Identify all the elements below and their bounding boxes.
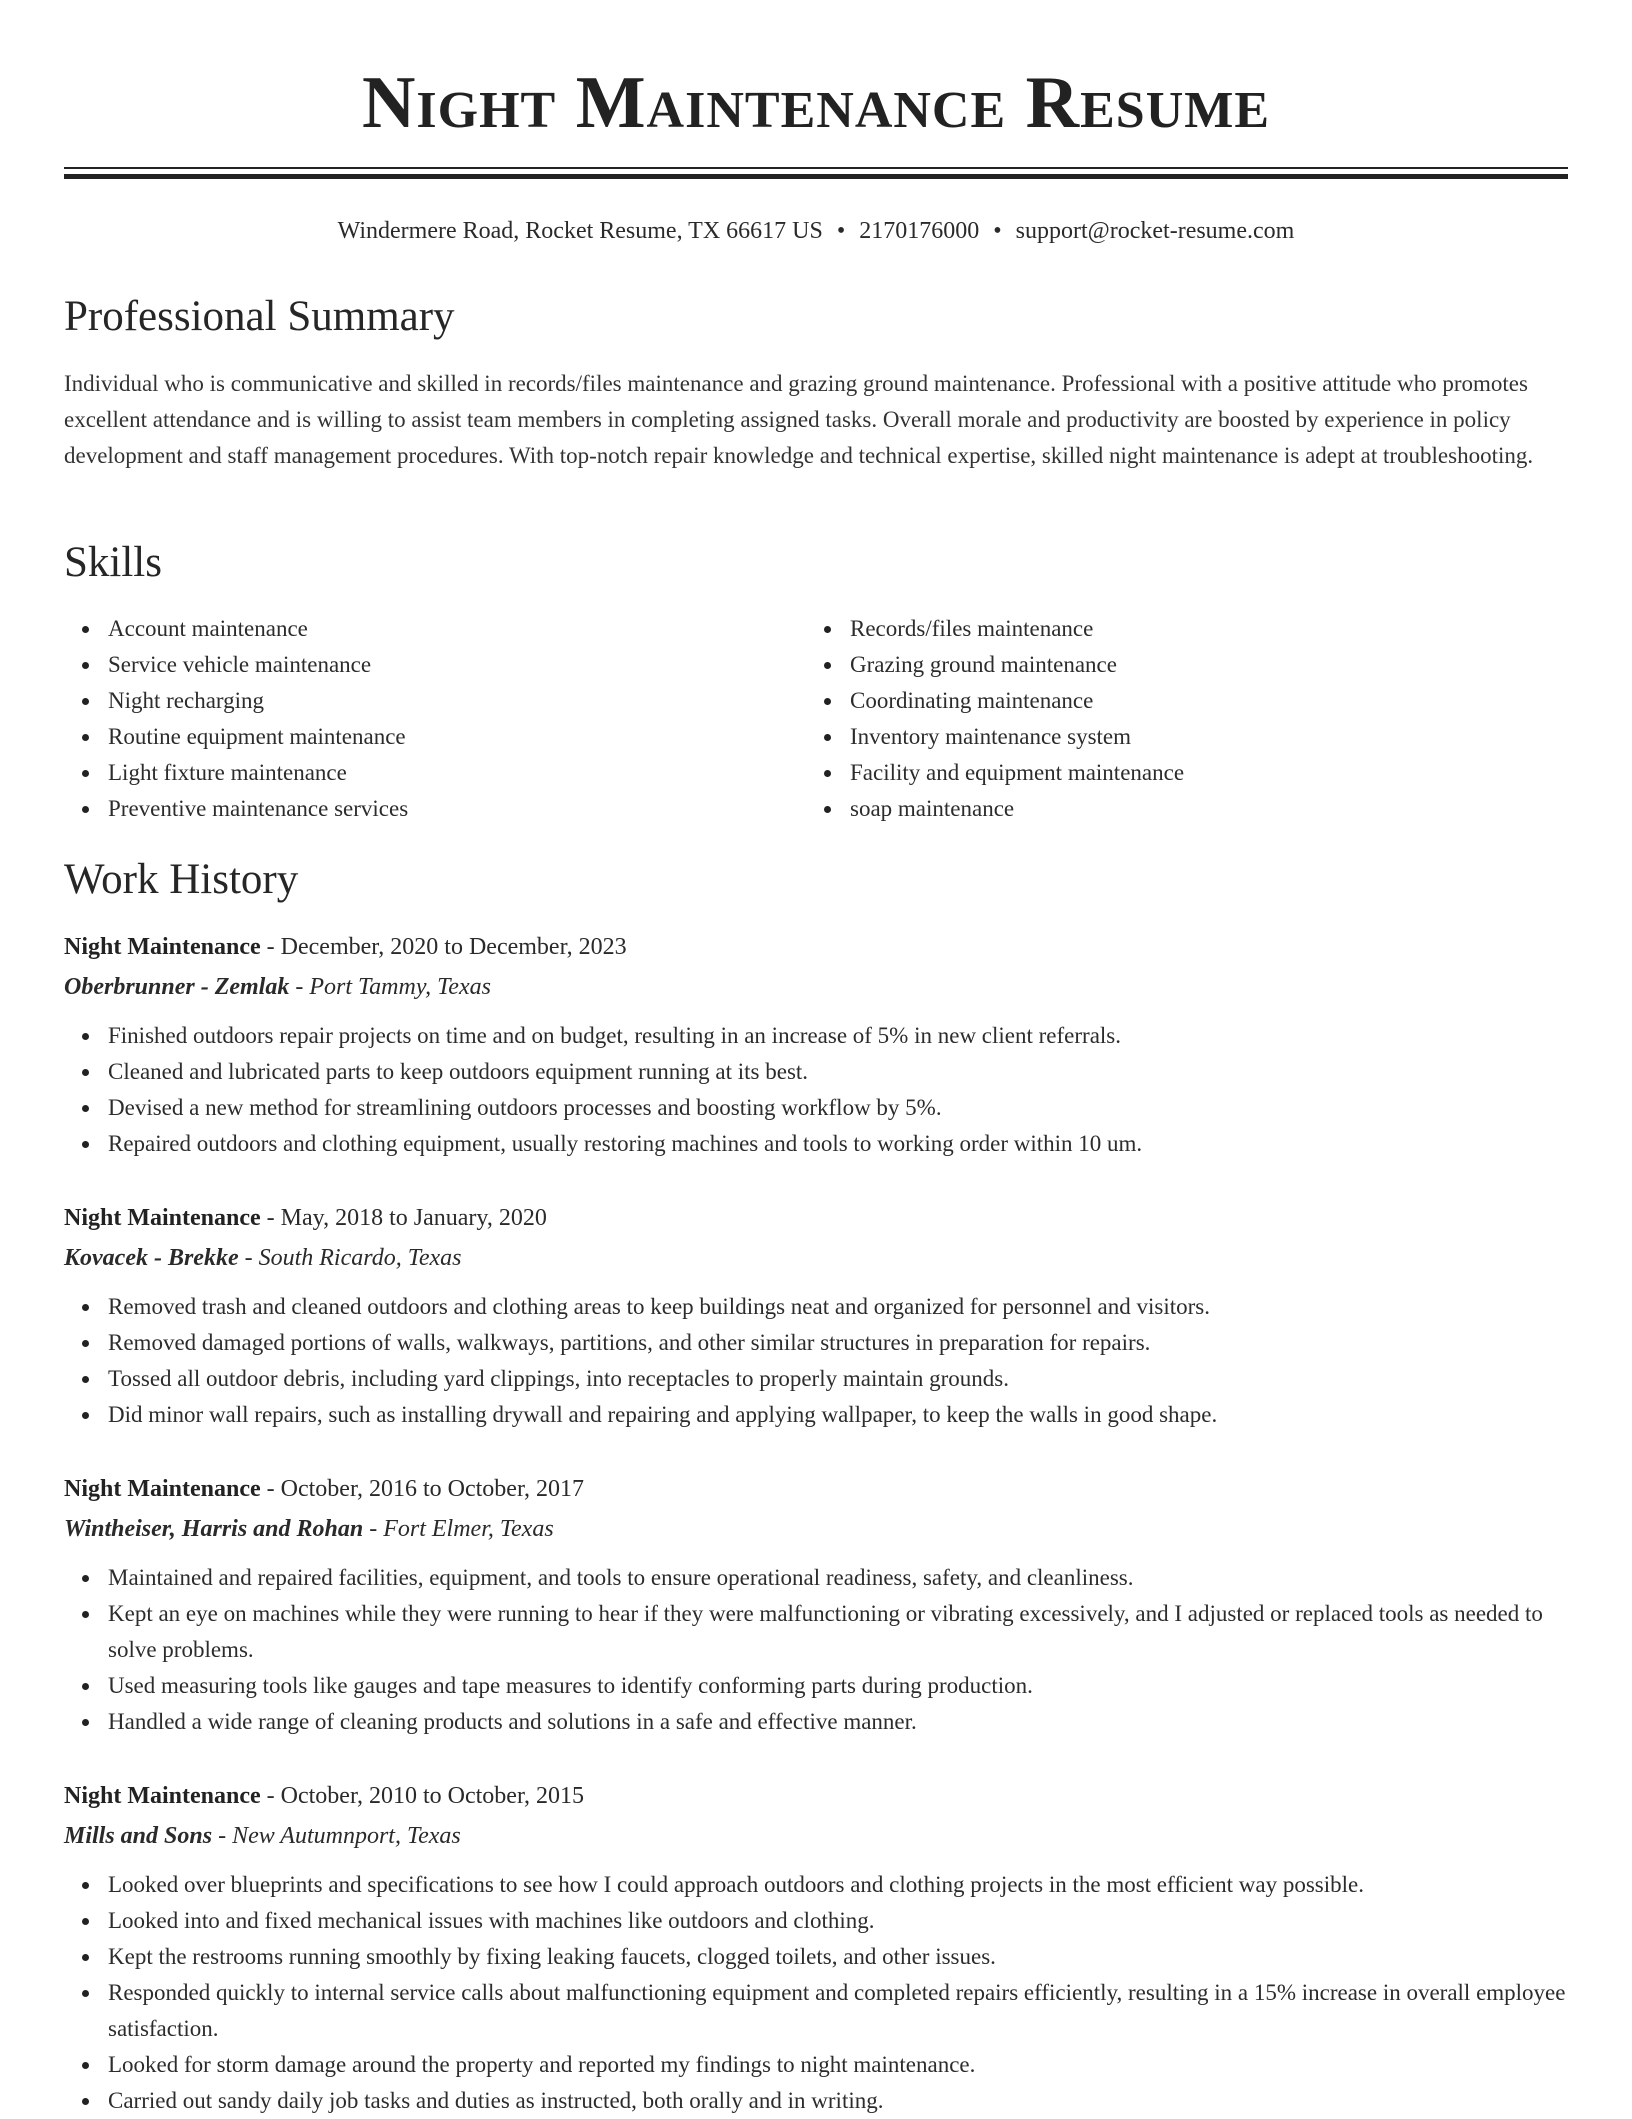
job-dates: - October, 2016 to October, 2017 bbox=[260, 1476, 584, 1502]
job-company-line bbox=[64, 1510, 1568, 1548]
title-divider-thick bbox=[64, 174, 1568, 179]
job-bullets bbox=[64, 1289, 1568, 1433]
skill-item: Account maintenance bbox=[64, 611, 408, 647]
job-location: - Port Tammy, Texas bbox=[289, 974, 491, 1000]
job-header bbox=[64, 1777, 1568, 1815]
job-header bbox=[64, 1470, 1568, 1508]
summary-text: Individual who is communicative and skilled in records/files maintenance and grazing ground maintenance. Professional with a positive attitude who promotes excellent attendance and is willing to assist team members in completing assigned tasks. Overall morale and productivity are boosted by experience in policy development and staff management procedures. With top-notch repair knowledge and technical expertise, skilled night maintenance is adept at troubleshooting. bbox=[64, 371, 1534, 468]
job-company-line bbox=[64, 1239, 1568, 1277]
summary-heading: Professional Summary bbox=[64, 293, 455, 340]
job-bullet: Looked for storm damage around the property and reported my findings to night maintenance. bbox=[64, 2047, 1568, 2083]
job-dates: - May, 2018 to January, 2020 bbox=[260, 1205, 547, 1231]
job-company: Kovacek - Brekke bbox=[64, 1245, 239, 1271]
job-bullet: Removed trash and cleaned outdoors and clothing areas to keep buildings neat and organized for personnel and visitors. bbox=[64, 1289, 1568, 1325]
skill-item: Light fixture maintenance bbox=[64, 755, 408, 791]
job-location: - South Ricardo, Texas bbox=[238, 1245, 462, 1271]
title-divider-thin bbox=[64, 167, 1568, 169]
contact-email: support@rocket-resume.com bbox=[1015, 218, 1295, 244]
job-bullet: Maintained and repaired facilities, equipment, and tools to ensure operational readiness, safety, and cleanliness. bbox=[64, 1560, 1568, 1596]
skill-item: Records/files maintenance bbox=[806, 611, 1184, 647]
job-bullet: Devised a new method for streamlining outdoors processes and boosting workflow by 5%. bbox=[64, 1090, 1568, 1126]
job-dates: - December, 2020 to December, 2023 bbox=[260, 934, 627, 960]
job-company: Wintheiser, Harris and Rohan bbox=[64, 1516, 364, 1542]
job-bullet: Finished outdoors repair projects on time and on budget, resulting in an increase of 5% in new client referrals. bbox=[64, 1018, 1568, 1054]
skill-item: Service vehicle maintenance bbox=[64, 647, 408, 683]
job-bullet: Carried out sandy daily job tasks and duties as instructed, both orally and in writing. bbox=[64, 2083, 1568, 2119]
job-company: Oberbrunner - Zemlak bbox=[64, 974, 290, 1000]
skill-item: Routine equipment maintenance bbox=[64, 719, 408, 755]
job-bullet: Used measuring tools like gauges and tape measures to identify conforming parts during production. bbox=[64, 1668, 1568, 1704]
job-bullet: Responded quickly to internal service calls about malfunctioning equipment and completed repairs efficiently, resulting in a 15% increase in overall employee satisfaction. bbox=[64, 1975, 1568, 2047]
work-history-heading: Work History bbox=[64, 856, 299, 903]
skill-item: Grazing ground maintenance bbox=[806, 647, 1184, 683]
contact-separator: • bbox=[993, 218, 1002, 244]
job-entry bbox=[64, 1470, 1568, 1740]
job-bullet: Handled a wide range of cleaning products and solutions in a safe and effective manner. bbox=[64, 1704, 1568, 1740]
job-company: Mills and Sons bbox=[64, 1823, 213, 1849]
job-bullet: Looked over blueprints and specifications to see how I could approach outdoors and clothing projects in the most efficient way possible. bbox=[64, 1867, 1568, 1903]
job-header bbox=[64, 928, 1568, 966]
contact-line bbox=[64, 214, 1568, 248]
job-bullet: Kept the restrooms running smoothly by fixing leaking faucets, clogged toilets, and other issues. bbox=[64, 1939, 1568, 1975]
contact-separator: • bbox=[836, 218, 846, 244]
job-entry bbox=[64, 928, 1568, 1162]
job-header bbox=[64, 1199, 1568, 1237]
job-title: Night Maintenance bbox=[64, 1783, 261, 1809]
job-entry bbox=[64, 1199, 1568, 1433]
skill-item: Preventive maintenance services bbox=[64, 791, 408, 827]
skill-item: Coordinating maintenance bbox=[806, 683, 1184, 719]
resume-title: Night Maintenance Resume bbox=[361, 62, 1271, 144]
job-bullet: Removed damaged portions of walls, walkways, partitions, and other similar structures in preparation for repairs. bbox=[64, 1325, 1568, 1361]
job-location: - New Autumnport, Texas bbox=[212, 1823, 461, 1849]
contact-phone: 2170176000 bbox=[859, 218, 980, 244]
job-bullets bbox=[64, 1867, 1568, 2119]
job-bullets bbox=[64, 1560, 1568, 1740]
job-company-line bbox=[64, 1817, 1568, 1855]
contact-address: Windermere Road, Rocket Resume, TX 66617 US bbox=[337, 218, 823, 244]
resume-page bbox=[64, 0, 1568, 2113]
job-entry bbox=[64, 1777, 1568, 2119]
skills-column-left bbox=[64, 611, 408, 827]
job-company-line bbox=[64, 968, 1568, 1006]
skill-item: Night recharging bbox=[64, 683, 408, 719]
job-title: Night Maintenance bbox=[64, 1476, 261, 1502]
job-bullet: Looked into and fixed mechanical issues with machines like outdoors and clothing. bbox=[64, 1903, 1568, 1939]
job-location: - Fort Elmer, Texas bbox=[363, 1516, 554, 1542]
job-bullet: Repaired outdoors and clothing equipment, usually restoring machines and tools to working order within 10 um. bbox=[64, 1126, 1568, 1162]
skill-item: Inventory maintenance system bbox=[806, 719, 1184, 755]
skill-item: soap maintenance bbox=[806, 791, 1184, 827]
job-bullet: Did minor wall repairs, such as installing drywall and repairing and applying wallpaper, to keep the walls in good shape. bbox=[64, 1397, 1568, 1433]
job-bullet: Tossed all outdoor debris, including yard clippings, into receptacles to properly maintain grounds. bbox=[64, 1361, 1568, 1397]
job-bullet: Kept an eye on machines while they were running to hear if they were malfunctioning or vibrating excessively, and I adjusted or replaced tools as needed to solve problems. bbox=[64, 1596, 1568, 1668]
job-title: Night Maintenance bbox=[64, 934, 261, 960]
skill-item: Facility and equipment maintenance bbox=[806, 755, 1184, 791]
job-dates: - October, 2010 to October, 2015 bbox=[260, 1783, 584, 1809]
skills-column-right bbox=[806, 611, 1184, 827]
job-title: Night Maintenance bbox=[64, 1205, 261, 1231]
job-bullets bbox=[64, 1018, 1568, 1162]
skills-heading: Skills bbox=[64, 539, 162, 586]
job-bullet: Cleaned and lubricated parts to keep outdoors equipment running at its best. bbox=[64, 1054, 1568, 1090]
